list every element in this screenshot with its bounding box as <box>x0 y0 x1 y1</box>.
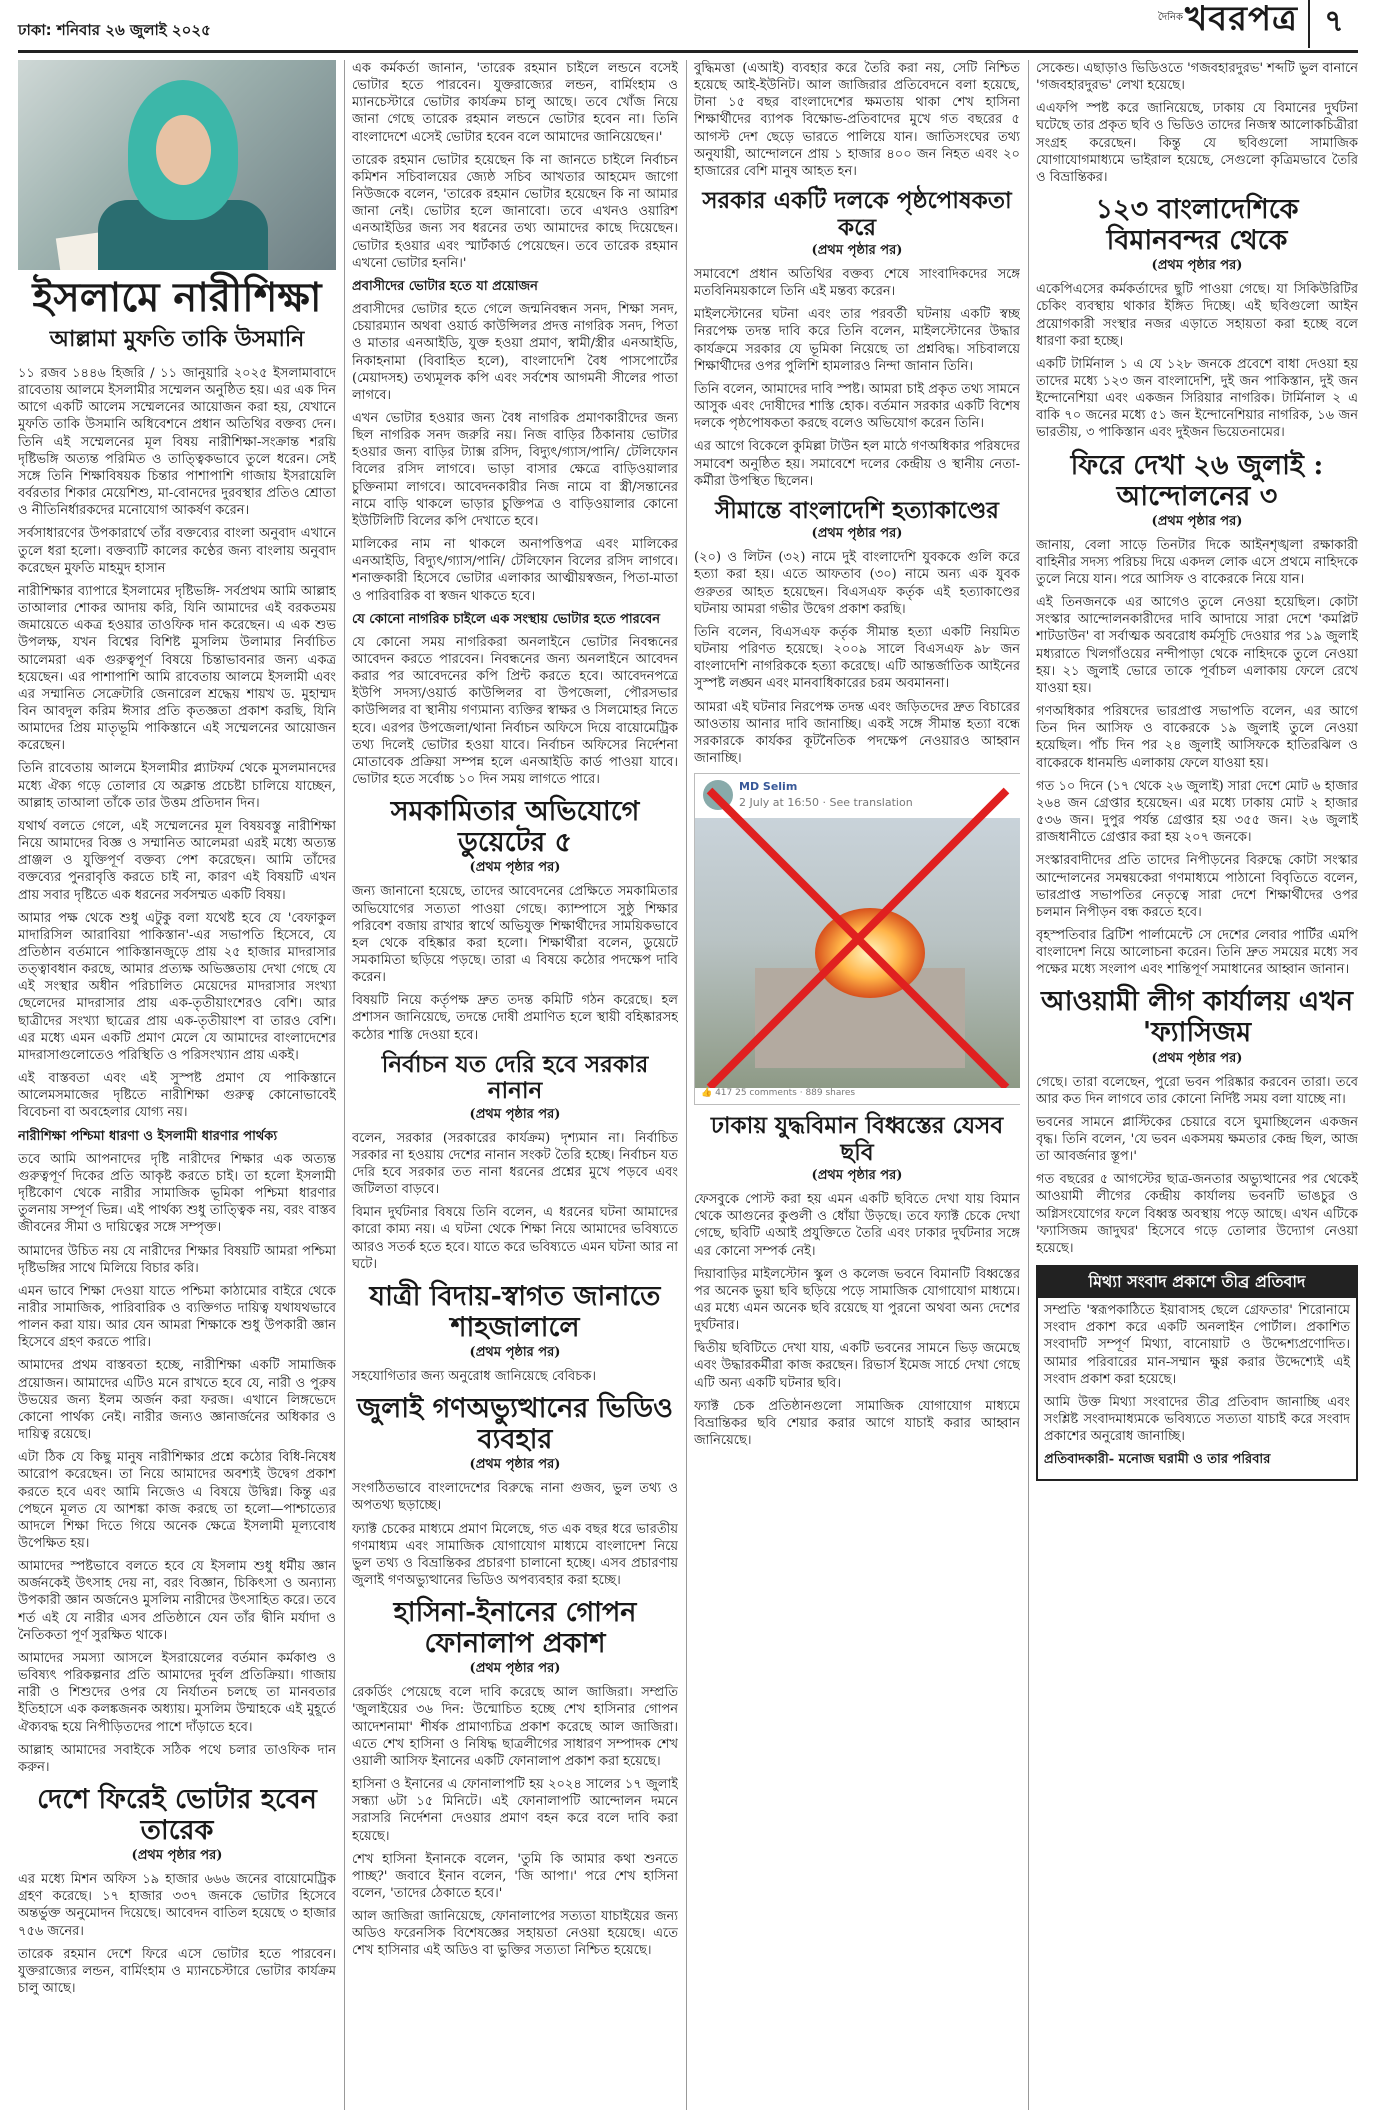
woman-reading-photo <box>18 60 336 270</box>
column-3 <box>694 60 1020 2110</box>
paragraph: গণঅধিকার পরিষদের ভারপ্রাপ্ত সভাপতি বলেন, এর আগে তিন দিন আসিফ ও বাকেরকে ১৯ জুলাই তুলে নেওয়া হয়েছিল। পাঁচ দিন পর ২৪ জুলাই আসিফকে হাতিরঝিল ও বাকেরকে ধানমন্ডি এলাকায় ফেলে যাওয়া হয়। <box>1036 704 1358 771</box>
paragraph: ফ্যাক্ট চেক প্রতিষ্ঠানগুলো সামাজিক যোগাযোগ মাধ্যমে বিভ্রান্তিকর ছবি শেয়ার করার আগে যাচাই করার আহ্বান জানিয়েছে। <box>694 1398 1020 1449</box>
paragraph: আমাদের সমস্যা আসলে ইসরায়েলের বর্তমান কর্মকাণ্ড ও ভবিষ্যৎ পরিকল্পনার প্রতি আমাদের দুর্বল প্রতিক্রিয়া। গাজায় নারী ও শিশুদের ওপর যে নির্যাতন চলছে তা মানবতার ইতিহাসে এক কলঙ্কজনক অধ্যায়। মুসলিম উম্মাহকে এই মুহূর্তে ঐক্যবদ্ধ হয়ে নিপীড়িতদের পাশে দাঁড়াতে হবে। <box>18 1650 336 1735</box>
column-1 <box>18 60 336 2110</box>
paragraph: আমাদের স্পষ্টভাবে বলতে হবে যে ইসলাম শুধু ধর্মীয় জ্ঞান অর্জনকেই উৎসাহ দেয় না, বরং বিজ্ঞান, চিকিৎসা ও অন্যান্য উপকারী জ্ঞান অর্জনেও মুসলিম নারীদের উৎসাহিত করে। তবে শর্ত এই যে নারীর এসব প্রতিষ্ঠানে যেন তাঁর দ্বীনি মর্যাদা ও নৈতিকতা পূর্ণ সুরক্ষিত থাকে। <box>18 1559 336 1643</box>
continuation-note: (প্রথম পৃষ্ঠার পর) <box>811 526 903 542</box>
paragraph: এএফপি স্পষ্ট করে জানিয়েছে, ঢাকায় যে বিমানের দুর্ঘটনা ঘটেছে তার প্রকৃত ছবি ও ভিডিও তাদের নিজস্ব আলোকচিত্রীরা সংগ্রহ করেছেন। কিন্তু যে ছবিগুলো সামাজিক যোগাযোগমাধ্যমে ভাইরাল হয়েছে, সেগুলো কৃত্রিমভাবে তৈরি ও বিভ্রান্তিকর। <box>1036 101 1358 185</box>
paragraph: গেছে। তারা বলেছেন, পুরো ভবন পরিষ্কার করবেন তারা। তবে আর কত দিন লাগবে তার কোনো নির্দিষ্ট সময় বলা যাচ্ছে না। <box>1036 1074 1358 1107</box>
paragraph: এই বাস্তবতা এবং এই সুস্পষ্ট প্রমাণ যে পাকিস্তানে আলেমসমাজের দৃষ্টিতে নারীশিক্ষা গুরুত্ব কোনোভাবেই বিবেচনা বা অবহেলার যোগ্য নয়। <box>18 1071 336 1121</box>
paragraph: বুদ্ধিমত্তা (এআই) ব্যবহার করে তৈরি করা নয়, সেটি নিশ্চিত হয়েছে আই-ইউনিট। আল জাজিরার প্রতিবেদনে বলা হয়েছে, টানা ১৫ বছর বাংলাদেশের ক্ষমতায় থাকা শেখ হাসিনা শিক্ষার্থীদের ব্যাপক বিক্ষোভ-প্রতিবাদের মুখে গত বছরের ৫ আগস্ট দেশ ছেড়ে ভারতে পালিয়ে যান। জাতিসংঘের তথ্য অনুযায়ী, আন্দোলনে প্রায় ১ হাজার ৪০০ জন নিহত এবং ২০ হাজারের বেশি মানুষ আহত হন। <box>694 61 1020 179</box>
subheading: প্রবাসীদের ভোটার হতে যা প্রয়োজন <box>352 278 538 294</box>
continuation-note: (প্রথম পৃষ্ঠার পর) <box>469 1661 561 1677</box>
paragraph: তিনি রাবেতায় আলমে ইসলামীর প্ল্যাটফর্ম থেকে মুসলমানদের মধ্যে ঐক্য গড়ে তোলার যে অক্লান্ত প্রচেষ্টা চালিয়ে যাচ্ছেন, আল্লাহ তাআলা তাঁকে তার উত্তম প্রতিদান দিন। <box>18 761 336 811</box>
continuation-note: (প্রথম পৃষ্ঠার পর) <box>1151 258 1243 274</box>
paragraph: বৃহস্পতিবার ব্রিটিশ পার্লামেন্টে সে দেশের লেবার পার্টির এমপি বাংলাদেশ নিয়ে আলোচনা করেন। তিনি দ্রুত সময়ের মধ্যে সব পক্ষের মধ্যে সংলাপ এবং শান্তিপূর্ণ সমাধানের আহ্বান জানান। <box>1036 927 1358 978</box>
paragraph: জানায়, বেলা সাড়ে তিনটার দিকে আইনশৃঙ্খলা রক্ষাকারী বাহিনীর সদস্য পরিচয় দিয়ে একদল লোক এসে প্রথমে নাহিদকে তুলে নিয়ে যান। পরে আসিফ ও বাকেরকে নিয়ে যান। <box>1036 537 1358 587</box>
paragraph: যথার্থ বলতে গেলে, এই সম্মেলনের মূল বিষয়বস্তু নারীশিক্ষা নিয়ে আমাদের বিজ্ঞ ও সম্মানিত আলেমরা এরই মধ্যে অত্যন্ত প্রাঞ্জল ও যুক্তিপূর্ণ বক্তব্য পেশ করেছেন। আমি তাঁদের বক্তব্যের পুনরাবৃত্তি করতে চাই না, কারণ এই বিষয়টি এখন প্রায় সবার দৃষ্টিতে এক ধরনের সর্বসম্মত একটি বিষয়। <box>18 818 336 903</box>
article-byline: আল্লামা মুফতি তাকি উসমানি <box>49 326 305 352</box>
masthead-logo: খবরপত্র <box>1184 0 1298 39</box>
protest-notice-box <box>1036 1265 1358 1480</box>
page-header <box>18 0 1358 53</box>
article-headline: ইসলামে নারীশিক্ষা <box>32 274 322 321</box>
paragraph: ভবনের সামনে প্লাস্টিকের চেয়ারে বসে ঘুমাচ্ছিলেন একজন বৃদ্ধ। তিনি বলেন, 'যে ভবন একসময় ক্ষমতার কেন্দ্র ছিল, আজ তা আবর্জনার স্তূপ।' <box>1036 1114 1358 1165</box>
paragraph: আমি উক্ত মিথ্যা সংবাদের তীব্র প্রতিবাদ জানাচ্ছি এবং সংশ্লিষ্ট সংবাদমাধ্যমকে ভবিষ্যতে সত্যতা যাচাই করে সংবাদ প্রকাশের অনুরোধ জানাচ্ছি। <box>1044 1394 1350 1445</box>
paragraph: বিষয়টি নিয়ে কর্তৃপক্ষ দ্রুত তদন্ত কমিটি গঠন করেছে। হল প্রশাসন জানিয়েছে, তদন্তে দোষী প্রমাণিত হলে স্থায়ী বহিষ্কারসহ কঠোর শাস্তি দেওয়া হবে। <box>352 993 678 1043</box>
column-2 <box>352 60 678 2110</box>
article-headline: জুলাই গণঅভ্যুত্থানের ভিডিও ব্যবহার <box>357 1393 673 1456</box>
article-headline: সমকামিতার অভিযোগে ডুয়েটের ৫ <box>390 796 640 859</box>
article-headline: ফিরে দেখা ২৬ জুলাই : আন্দোলনের ৩ <box>1070 449 1324 512</box>
paragraph: দিয়াবাড়ির মাইলস্টোন স্কুল ও কলেজ ভবনে বিমানটি বিধ্বস্তের পর অনেক ভুয়া ছবি ছড়িয়ে পড়ে সামাজিক যোগাযোগ মাধ্যমে। এর মধ্যে এমন অনেক ছবি রয়েছে যা পুরনো অথবা অন্য দেশের দুর্ঘটনার। <box>694 1266 1020 1334</box>
article-headline: হাসিনা-ইনানের গোপন ফোনালাপ প্রকাশ <box>393 1597 637 1660</box>
paragraph: আল্লাহ আমাদের সবাইকে সঠিক পথে চলার তাওফিক দান করুন। <box>18 1742 336 1775</box>
paragraph: এই তিনজনকে এর আগেও তুলে নেওয়া হয়েছিল। কোটা সংস্কার আন্দোলনকারীদের দাবি আদায়ে সারা দেশে 'কমপ্লিট শাটডাউন' বা সর্বাত্মক অবরোধ কর্মসূচি দেওয়ার পর ১৯ জুলাই মধ্যরাতে খিলগাঁওয়ের নন্দীপাড়া থেকে নাহিদকে তুলে নেওয়া হয়। ২১ জুলাই ভোরে তাকে পূর্বাচল এলাকায় ফেলে রেখে যাওয়া হয়। <box>1036 595 1358 696</box>
paragraph: প্রবাসীদের ভোটার হতে গেলে জন্মনিবন্ধন সনদ, শিক্ষা সনদ, চেয়ারম্যান অথবা ওয়ার্ড কাউন্সিলর প্রদত্ত নাগরিক সনদ, পিতা ও মাতার এনআইডি, যুক্ত হওয়া প্রমাণ, স্বামী/স্ত্রীর এনআইডি, নিকাহনামা (বিবাহিত হলে), বাংলাদেশি বৈধ পাসপোর্টের (মেয়াদসহ) তথ্যমূলক কপি এবং সর্বশেষ আগমনী সীলের পাতা লাগবে। <box>352 302 678 403</box>
paragraph: আমরা এই ঘটনার নিরপেক্ষ তদন্ত এবং জড়িতদের দ্রুত বিচারের আওতায় আনার দাবি জানাচ্ছি। একই সঙ্গে সীমান্ত হত্যা বন্ধে সরকারকে কার্যকর কূটনৈতিক পদক্ষেপ নেওয়ারও আহ্বান জানাচ্ছি। <box>694 699 1020 766</box>
paragraph: আল জাজিরা জানিয়েছে, ফোনালাপের সত্যতা যাচাইয়ের জন্য অডিও ফরেনসিক বিশেষজ্ঞের সহায়তা নেওয়া হয়েছে। এতে শেখ হাসিনার এই অডিও বা ভুক্তির সত্যতা নিশ্চিত হয়েছে। <box>352 1909 678 1959</box>
subheading: যে কোনো নাগরিক চাইলে এক সংস্থায় ভোটার হতে পারবেন <box>352 611 661 627</box>
paragraph: আমাদের প্রথম বাস্তবতা হচ্ছে, নারীশিক্ষা একটি সামাজিক প্রয়োজন। আমাদের এটিও মনে রাখতে হবে যে, নারী ও পুরুষ উভয়ের জন্য ইলম অর্জন করা ফরজ। এখানে লিঙ্গভেদে কোনো পার্থক্য নেই। নারীর জন্যও জ্ঞানার্জনের অধিকার ও দায়িত্ব রয়েছে। <box>18 1358 336 1443</box>
article-headline: সরকার একটি দলকে পৃষ্ঠপোষকতা করে <box>702 187 1012 241</box>
subheading: নারীশিক্ষা পশ্চিমা ধারণা ও ইসলামী ধারণার পার্থক্য <box>18 1128 278 1144</box>
paragraph: সংস্কারবাদীদের প্রতি তাদের নিপীড়নের বিরুদ্ধে কোটা সংস্কার আন্দোলনের সমন্বয়কেরা গণমাধ্যমে পাঠানো বিবৃতিতে বলেন, ভারপ্রাপ্ত সভাপতির নেতৃত্বে সারা দেশে শিক্ষার্থীদের ওপর চলমান নিপীড়ন বন্ধ করতে হবে। <box>1036 853 1358 920</box>
paragraph: মালিকের নাম না থাকলে অনাপত্তিপত্র এবং মালিকের এনআইডি, বিদ্যুৎ/গ্যাস/পানি/ টেলিফোন বিলের রসিদ লাগবে। শনাক্তকারী হিসেবে ভোটার এলাকার আত্মীয়স্বজন, পিতা-মাতা ও পারিবারিক বা স্বজন থাকতে হবে। <box>352 537 678 604</box>
article-headline: ১২৩ বাংলাদেশিকে বিমানবন্দর থেকে <box>1095 194 1299 257</box>
article-headline: আওয়ামী লীগ কার্যালয় এখন 'ফ্যাসিজম <box>1040 986 1354 1049</box>
paragraph: ১১ রজব ১৪৪৬ হিজরি / ১১ জানুয়ারি ২০২৫ ইসলামাবাদে রাবেতায় আলমে ইসলামীর সম্মেলন অনুষ্ঠিত হয়। এর এক দিন আগে একটি আলেম সম্মেলনের আয়োজন করা হয়, যেখানে মুফতি তাকি উসমানি অধিবেশনে প্রধান অতিথির বক্তব্য দেন। তিনি এই সম্মেলনের মূল বিষয় নারীশিক্ষা-সংক্রান্ত শরয়ি দৃষ্টিভঙ্গি অত্যন্ত পরিমিত ও তাত্ত্বিকভাবে তুলে ধরেন। সেই সঙ্গে তিনি শিক্ষাবিষয়ক চিন্তার পাশাপাশি গাজায় ইসরায়েলি বর্বরতার শিকার মেয়েশিশু, মা-বোনদের দুরবস্থার প্রতিও শ্রোতা ও নীতিনির্ধারকদের মনোযোগ আকর্ষণ করেন। <box>18 366 336 519</box>
paragraph: একটি টার্মিনাল ১ এ যে ১২৮ জনকে প্রবেশে বাধা দেওয়া হয় তাদের মধ্যে ১২৩ জন বাংলাদেশি, দুই জন পাকিস্তান, দুই জন ইন্দোনেশিয়া এবং একজন সিরিয়ার নাগরিক। টার্মিনাল ২ এ বাকি ৭০ জনের মধ্যে ৫১ জন ইন্দোনেশিয়ার নাগরিক, ১৬ জন ভারতীয়, ৩ পাকিস্তান এবং দুইজন ভিয়েতনামের। <box>1036 356 1358 441</box>
dateline: ঢাকা: শনিবার ২৬ জুলাই ২০২৫ <box>18 21 211 39</box>
paragraph: বিমান দুর্ঘটনার বিষয়ে তিনি বলেন, এ ধরনের ঘটনা আমাদের কারো কাম্য নয়। এ ঘটনা থেকে শিক্ষা নিয়ে আমাদের ভবিষ্যতে আরও সতর্ক হতে হবে। যাতে করে ভবিষ্যতে এমন ঘটনা আর না ঘটে। <box>352 1205 678 1272</box>
continuation-note: (প্রথম পৃষ্ঠার পর) <box>811 242 903 258</box>
paragraph: নারীশিক্ষার ব্যাপারে ইসলামের দৃষ্টিভঙ্গি- সর্বপ্রথম আমি আল্লাহ তাআলার শোকর আদায় করি, যিনি আমাদের এই বরকতময় জমায়েতে একত্র হওয়ার তাওফিক দান করেছেন। এ এক শুভ উপলক্ষ, যখন বিশ্বের বিশিষ্ট মুসলিম উলামার নির্বাচিত আলেমরা এক গুরুত্বপূর্ণ বিষয়ে চিন্তাভাবনার জন্য একত্র হয়েছেন। এর পাশাপাশি আমি রাবেতায় আলমে ইসলামী এবং এর সম্মানিত সেক্রেটারি জেনারেল শ্রদ্ধেয় শায়খ ড. মুহাম্মদ বিন আবদুল করিম ঈসার প্রতি কৃতজ্ঞতা প্রকাশ করছি, যিনি আমাদের প্রিয় মাতৃভূমি পাকিস্তানে এই সম্মেলনের আয়োজন করেছেন। <box>18 583 336 754</box>
paragraph: বলেন, সরকার (সরকারের কার্যক্রম) দৃশ্যমান না। নির্বাচিত সরকার না হওয়ায় দেশের নানান সংকট তৈরি হচ্ছে। নির্বাচন যত দেরি হবে সরকার তত নানা ধরনের প্রশ্নের মুখে পড়বে এবং জটিলতা বাড়বে। <box>352 1130 678 1198</box>
signature-line: প্রতিবাদকারী- মনোজ ঘরামী ও তার পরিবার <box>1044 1452 1271 1468</box>
continuation-note: (প্রথম পৃষ্ঠার পর) <box>469 1106 561 1122</box>
paragraph: আমার পক্ষ থেকে শুধু এটুকু বলা যথেষ্ট হবে যে 'বেফাকুল মাদারিসিল আরাবিয়া পাকিস্তান'-এর সভাপতি হিসেবে, যে প্রতিষ্ঠান বর্তমানে পাকিস্তানজুড়ে প্রায় ২৫ হাজার মাদরাসার তত্ত্বাবধান করছে, আমার প্রত্যক্ষ অভিজ্ঞতায় দেখা গেছে যে এই সংস্থার অধীন পরিচালিত মেয়েদের মাদরাসার সংখ্যা ছেলেদের মাদরাসার প্রায় এক-তৃতীয়াংশেরও বেশি। আর ছাত্রীদের সংখ্যা ছাত্রের প্রায় এক-তৃতীয়াংশ বা তারও বেশি। এর মধ্যে এমন একটি প্রমাণ মেলে যে আমাদের বাংলাদেশের মাদরাসাগুলোতেও পরিস্থিতি ও পরিসংখ্যান প্রায় একই। <box>18 910 336 1063</box>
paragraph: শেখ হাসিনা ইনানকে বলেন, 'তুমি কি আমার কথা শুনতে পাচ্ছ?' জবাবে ইনান বলেন, 'জি আপা।' পরে শেখ হাসিনা বলেন, 'তাদের ঠেকাতে হবে।' <box>352 1851 678 1901</box>
paragraph: সংগঠিতভাবে বাংলাদেশের বিরুদ্ধে নানা গুজব, ভুল তথ্য ও অপতথ্য ছড়াচ্ছে। <box>352 1481 678 1514</box>
paragraph: এখন ভোটার হওয়ার জন্য বৈধ নাগরিক প্রমাণকারীদের জন্য ছিল নাগরিক সনদ জরুরি নয়। নিজ বাড়ির ঠিকানায় ভোটার হওয়ার জন্য বাড়ির ট্যাক্স রসিদ, বিদ্যুৎ/গ্যাস/পানি/ টেলিফোন বিলের রসিদ লাগবে। ভাড়া বাসার ক্ষেত্রে বাড়িওয়ালার চুক্তিনামা লাগবে। আবেদনকারীর নিজ নামে বা স্ত্রী/সন্তানের নামে বাড়ি থাকলে ভাড়ার চুক্তিপত্র ও বাড়িওয়ালার কোনো ইউটিলিটি বিলের কপি দেখাতে হবে। <box>352 410 678 529</box>
paragraph: ফ্যাক্ট চেকের মাধ্যমে প্রমাণ মিলেছে, গত এক বছর ধরে ভারতীয় গণমাধ্যম এবং সামাজিক যোগাযোগ মাধ্যমে বাংলাদেশ নিয়ে ভুল তথ্য ও বিভ্রান্তিকর প্রচারণা চালানো হচ্ছে। এসব প্রচারণায় জুলাই গণঅভ্যুত্থানের ভিডিও অপব্যবহার করা হচ্ছে। <box>352 1521 678 1588</box>
post-author: MD Selim <box>739 780 798 794</box>
paragraph: একেপিএসের কর্মকর্তাদের ছুটি পাওয়া গেছে। যা সিকিউরিটির চেকিং ব্যবস্থায় থাকার ইঙ্গিত দিচ্ছে। এই ছবিগুলো আইন প্রয়োগকারী সংস্থার নজর এড়াতে সহায়তা করা হচ্ছে বলে ধারণা করা হচ্ছে। <box>1036 282 1358 349</box>
continuation-note: (প্রথম পৃষ্ঠার পর) <box>1151 513 1243 529</box>
paragraph: রেকর্ডিং পেয়েছে বলে দাবি করেছে আল জাজিরা। সম্প্রতি 'জুলাইয়ের ৩৬ দিন: উন্মোচিত হচ্ছে শেখ হাসিনার গোপন আদেশনামা' শীর্ষক প্রামাণ্যচিত্র প্রকাশ করেছে আল জাজিরা। এতে শেখ হাসিনা ও নিষিদ্ধ ছাত্রলীগের সাধারণ সম্পাদক শেখ ওয়ালী আসিফ ইনানের একটি ফোনালাপ প্রকাশ করা হয়েছে। <box>352 1685 678 1769</box>
column-divider <box>344 60 345 2110</box>
paragraph: তবে আমি আপনাদের দৃষ্টি নারীদের শিক্ষার এক অত্যন্ত গুরুত্বপূর্ণ দিকের প্রতি আকৃষ্ট করতে চাই। তা হলো ইসলামী দৃষ্টিকোণ থেকে নারীর সামাজিক ভূমিকা পশ্চিমা ধারণার তুলনায় সম্পূর্ণ ভিন্ন। এই পার্থক্য শুধু তাত্ত্বিক নয়, বরং বাস্তব জীবনের সীমা ও দায়িত্বের সঙ্গে সম্পৃক্ত। <box>18 1151 336 1236</box>
paragraph: এটা ঠিক যে কিছু মানুষ নারীশিক্ষার প্রশ্নে কঠোর বিধি-নিষেধ আরোপ করেছেন। তা নিয়ে আমাদের অবশ্যই উদ্বেগ প্রকাশ করতে হবে এবং আমি নিজেও এ বিষয়ে উদ্বিগ্ন। কিন্তু এর পেছনে মূলত যে আশঙ্কা কাজ করছে তা হলো—পাশ্চাত্যের আদলে শিক্ষা দিতে গিয়ে অনেক ক্ষেত্রে ইসলামী মূল্যবোধ উপেক্ষিত হয়। <box>18 1450 336 1551</box>
paragraph: গত বছরের ৫ আগস্টের ছাত্র-জনতার অভ্যুত্থানের পর থেকেই আওয়ামী লীগের কেন্দ্রীয় কার্যালয় ভবনটি ভাঙচুর ও অগ্নিসংযোগের ফলে বিধ্বস্ত অবস্থায় পড়ে আছে। এখন এটিকে 'ফ্যাসিজম জাদুঘর' হিসেবে গড়ে তোলার উদ্যোগ নেওয়া হয়েছে। <box>1036 1172 1358 1256</box>
page-number: ৭ <box>1308 0 1358 48</box>
paragraph: ফেসবুকে পোস্ট করা হয় এমন একটি ছবিতে দেখা যায় বিমান থেকে আগুনের কুণ্ডলী ও ধোঁয়া উড়ছে। তবে ফ্যাক্ট চেকে দেখা গেছে, ছবিটি এআই প্রযুক্তিতে তৈরি এবং ঢাকার দুর্ঘটনার সঙ্গে এর কোনো সম্পর্ক নেই। <box>694 1192 1020 1259</box>
paragraph: সহযোগিতার জন্য অনুরোধ জানিয়েছে বেবিচক। <box>352 1368 597 1384</box>
continuation-note: (প্রথম পৃষ্ঠার পর) <box>469 1344 561 1360</box>
article-headline: দেশে ফিরেই ভোটার হবেন তারেক <box>37 1784 317 1847</box>
paragraph: গত ১০ দিনে (১৭ থেকে ২৬ জুলাই) সারা দেশে মোট ৬ হাজার ২৬৪ জন গ্রেপ্তার হয়েছেন। এর মধ্যে ঢাকায় মোট ২ হাজার ৫৩৬ জন। দুপুর পর্যন্ত গ্রেপ্তার হয় ৩৫৫ জন। ২৬ জুলাই রাজধানীতে গ্রেপ্তার করা হয় ২০৭ জনকে। <box>1036 778 1358 846</box>
paragraph: আমাদের উচিত নয় যে নারীদের শিক্ষার বিষয়টি আমরা পশ্চিমা দৃষ্টিভঙ্গির সাথে মিলিয়ে বিচার করি। <box>18 1243 336 1276</box>
post-header <box>695 774 1020 819</box>
crossed-out-facebook-post-image <box>694 773 1020 1105</box>
continuation-note: (প্রথম পৃষ্ঠার পর) <box>469 860 561 876</box>
paragraph: হাসিনা ও ইনানের এ ফোনালাপটি হয় ২০২৪ সালের ১৭ জুলাই সন্ধ্যা ৬টা ১৫ মিনিটে। এই ফোনালাপটি আন্দোলন দমনে সরাসরি নির্দেশনা দেওয়ার প্রমাণ বহন করে বলে দাবি করা হয়েছে। <box>352 1777 678 1844</box>
paragraph: এমন ভাবে শিক্ষা দেওয়া যাতে পশ্চিমা কাঠামোর বাইরে থেকে নারীর সামাজিক, পারিবারিক ও ব্যক্তিগত দায়িত্ব যথাযথভাবে পালন করা যায়। আর যেন আমরা শিক্ষাকে শুধু উপকারী জ্ঞান হিসেবে গ্রহণ করতে পারি। <box>18 1283 336 1351</box>
article-headline: যাত্রী বিদায়-স্বাগত জানাতে শাহজালালে <box>369 1280 661 1343</box>
paragraph: সর্বসাধারণের উপকারার্থে তাঁর বক্তব্যের বাংলা অনুবাদ এখানে তুলে ধরা হলো। বক্তব্যটি কালের কণ্ঠের জন্য বাংলায় অনুবাদ করেছেন মুফতি মাহমুদ হাসান <box>18 526 336 576</box>
continuation-note: (প্রথম পৃষ্ঠার পর) <box>469 1457 561 1473</box>
paragraph: এক কর্মকর্তা জানান, 'তারেক রহমান চাইলে লন্ডনে বসেই ভোটার হতে পারবেন। যুক্তরাজ্যের লন্ডন, বার্মিংহাম ও ম্যানচেস্টারে ভোটার কার্যক্রম চালু আছে। তবে খোঁজ নিয়ে জানা গেছে তারেক রহমান লন্ডনে ভোটার হবেন না। তিনি বাংলাদেশে এসেই ভোটার হবেন বলে আমাদের জানিয়েছেন।' <box>352 61 678 145</box>
paragraph: তারেক রহমান ভোটার হয়েছেন কি না জানতে চাইলে নির্বাচন কমিশন সচিবালয়ের জ্যেষ্ঠ সচিব আখতার আহমেদ জাগো নিউজকে বলেন, 'তারেক রহমান ভোটার হয়েছেন কি না আমার জানা নেই। ভোটার হলে জানাবো। তবে এখনও ওয়ারিশ এনআইডির জন্য সব ধরনের তথ্য আমাদের কাছে দিয়েছেন। ভোটার হওয়ার এবং স্মার্টকার্ড পেয়েছেন। তবে তারেক রহমান এখনো ভোটার হননি।' <box>352 152 678 271</box>
article-headline: নির্বাচন যত দেরি হবে সরকার নানান <box>381 1050 649 1105</box>
paragraph: সমাবেশে প্রধান অতিথির বক্তব্য শেষে সাংবাদিকদের সঙ্গে মতবিনিময়কালে তিনি এই মন্তব্য করেন। <box>694 266 1020 300</box>
paragraph: মাইলস্টোনের ঘটনা এবং তার পরবর্তী ঘটনায় একটি স্বচ্ছ নিরপেক্ষ তদন্ত দাবি করে তিনি বলেন, মাইলস্টোনের উদ্ধার কার্যক্রমে সরকার যে ভূমিকা নিয়েছে তা প্রশ্নবিদ্ধ। সচিবালয়ে শিক্ষার্থীদের ওপর পুলিশি হামলারও নিন্দা জানান তিনি। <box>694 307 1020 374</box>
masthead-tagline: দৈনিক <box>1157 12 1183 23</box>
protest-notice-title: মিথ্যা সংবাদ প্রকাশে তীব্র প্রতিবাদ <box>1038 1267 1356 1298</box>
continuation-note: (প্রথম পৃষ্ঠার পর) <box>811 1168 903 1184</box>
paragraph: সম্প্রতি 'স্বরূপকাঠিতে ইয়াবাসহ ছেলে গ্রেফতার' শিরোনামে সংবাদ প্রকাশ করে একটি অনলাইন পোর্টাল। প্রকাশিত সংবাদটি সম্পূর্ণ মিথ্যা, বানোয়াট ও উদ্দেশ্যপ্রণোদিত। আমার পরিবারের মান-সম্মান ক্ষুণ্ণ করার উদ্দেশ্যেই এই সংবাদ প্রকাশ করা হয়েছে। <box>1044 1303 1350 1387</box>
paragraph: যে কোনো সময় নাগরিকরা অনলাইনে ভোটার নিবন্ধনের আবেদন করতে পারবেন। নিবন্ধনের জন্য অনলাইনে আবেদন করার পর আবেদনের কপি প্রিন্ট করতে হবে। আবেদনপত্রে ইউপি সদস্য/ওয়ার্ড কাউন্সিলর বা উপজেলা, পৌরসভার কাউন্সিলর বা স্থানীয় গণ্যমান্য ব্যক্তির স্বাক্ষর ও সিলমোহর নিতে হবে। এরপর উপজেলা/থানা নির্বাচন অফিসে দিয়ে বায়োমেট্রিক তথ্য দিলেই ভোটার হওয়া যাবে। নির্বাচন অফিসের নির্দেশনা মোতাবেক প্রক্রিয়া সম্পন্ন হলে এনআইডি কার্ড পাওয়া যাবে। ভোটার হতে সর্বোচ্চ ১০ দিন সময় লাগতে পারে। <box>352 634 678 788</box>
post-meta: 2 July at 16:50 · See translation <box>739 796 913 810</box>
face-shape <box>156 115 211 185</box>
article-body <box>18 365 336 1776</box>
paragraph: সেকেন্ড। এছাড়াও ভিডিওতে 'গজবহারদুরভ' শব্দটি ভুল বানানে 'গজবহারদুরভ' লেখা হয়েছে। <box>1036 61 1358 94</box>
paragraph: (২০) ও লিটন (৩২) নামে দুই বাংলাদেশি যুবককে গুলি করে হত্যা করা হয়। এতে আফতাব (৩০) নামে অন্য এক যুবক গুরুতর আহত হয়েছেন। বিএসএফ কর্তৃক এই হত্যাকাণ্ডের ঘটনায় আমরা গভীর উদ্বেগ প্রকাশ করছি। <box>694 550 1020 617</box>
paragraph: তিনি বলেন, আমাদের দাবি স্পষ্ট। আমরা চাই প্রকৃত তথ্য সামনে আসুক এবং দোষীদের শাস্তি হোক। বর্তমান সরকার একটি বিশেষ দলকে পৃষ্ঠপোষকতা করছে বলেও অভিযোগ করেন তিনি। <box>694 381 1020 432</box>
post-footer: 👍 417 25 comments · 889 shares <box>695 1088 1020 1104</box>
continuation-note: (প্রথম পৃষ্ঠার পর) <box>1151 1050 1243 1066</box>
column-divider <box>1028 60 1029 2110</box>
paragraph: এর আগে বিকেলে কুমিল্লা টাউন হল মাঠে গণঅধিকার পরিষদের সমাবেশ অনুষ্ঠিত হয়। সমাবেশে দলের কেন্দ্রীয় ও স্থানীয় নেতা-কর্মীরা উপস্থিত ছিলেন। <box>694 439 1020 489</box>
paragraph: জন্য জানানো হয়েছে, তাদের আবেদনের প্রেক্ষিতে সমকামিতার অভিযোগের সত্যতা পাওয়া গেছে। ক্যাম্পাসে সুষ্ঠু শিক্ষার পরিবেশ বজায় রাখার স্বার্থে অভিযুক্ত শিক্ষার্থীদের সাময়িকভাবে হল থেকে বহিষ্কার করা হলো। শিক্ষার্থীরা বলেন, ডুয়েটে সমকামিতা ছড়িয়ে পড়ছে। তারা এ বিষয়ে কঠোর পদক্ষেপ দাবি করেন। <box>352 884 678 986</box>
column-4 <box>1036 60 1358 2110</box>
continuation-note: (প্রথম পৃষ্ঠার পর) <box>131 1848 223 1864</box>
paragraph: তিনি বলেন, বিএসএফ কর্তৃক সীমান্ত হত্যা একটি নিয়মিত ঘটনায় পরিণত হয়েছে। ২০০৯ সালে বিএসএফ ৯৮ জন বাংলাদেশি নাগরিককে হত্যা করেছে। এটি আন্তর্জাতিক আইনের সুস্পষ্ট লঙ্ঘন এবং মানবাধিকারের চরম অবমাননা। <box>694 624 1020 692</box>
article-headline: ঢাকায় যুদ্ধবিমান বিধ্বস্তের যেসব ছবি <box>710 1112 1004 1166</box>
paragraph: দ্বিতীয় ছবিটিতে দেখা যায়, একটি ভবনের সামনে ভিড় জমেছে এবং উদ্ধারকর্মীরা কাজ করছেন। রিভার্স ইমেজ সার্চে দেখা গেছে এটি অন্য একটি ঘটনার ছবি। <box>694 1341 1020 1391</box>
column-divider <box>686 60 687 2110</box>
paragraph: তারেক রহমান দেশে ফিরে এসে ভোটার হতে পারবেন। যুক্তরাজ্যের লন্ডন, বার্মিংহাম ও ম্যানচেস্টারে ভোটার কার্যক্রম চালু আছে। <box>18 1946 336 1997</box>
article-headline: সীমান্তে বাংলাদেশি হত্যাকাণ্ডের <box>715 496 999 524</box>
paragraph: এর মধ্যে মিশন অফিস ১৯ হাজার ৬৬৬ জনের বায়োমেট্রিক গ্রহণ করেছে। ১৭ হাজার ৩৩৭ জনকে ভোটার হিসেবে অন্তর্ভুক্ত অনুমোদন দিয়েছে। আবেদন বাতিল হয়েছে ৩ হাজার ৭৫৬ জনের। <box>18 1872 336 1939</box>
